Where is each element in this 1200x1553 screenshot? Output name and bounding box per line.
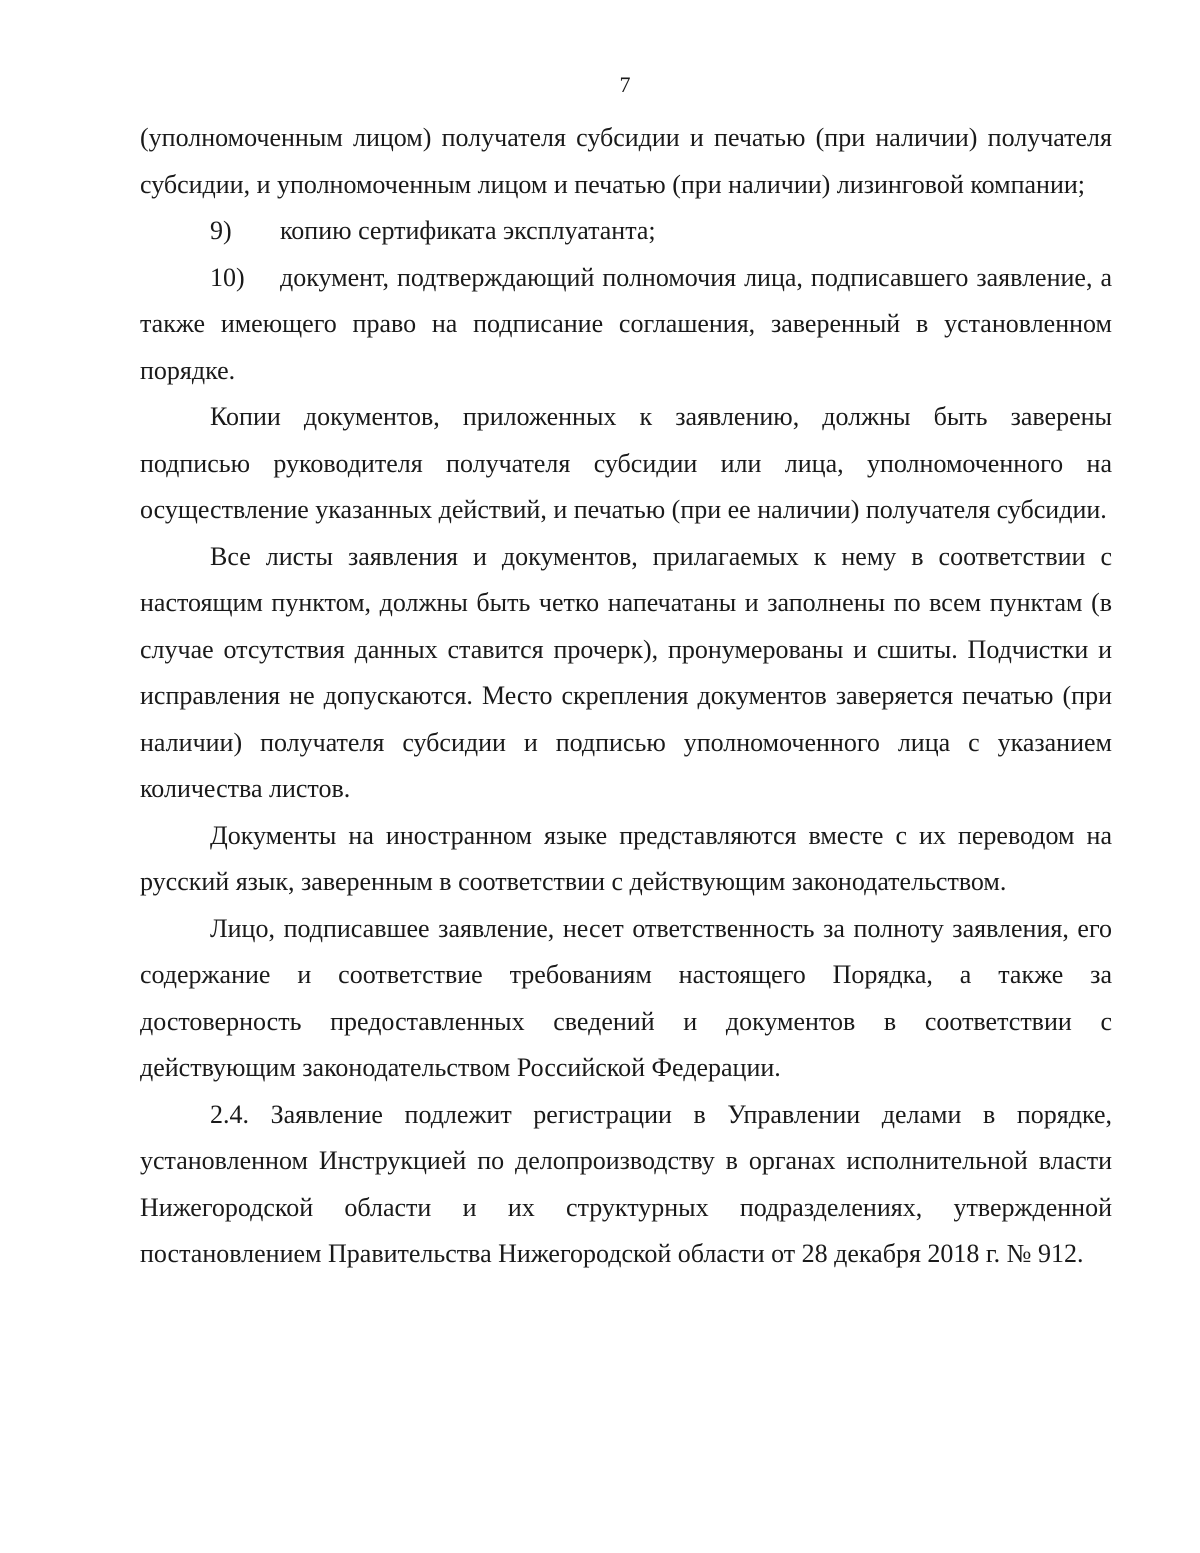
- paragraph-section-2-4: 2.4. Заявление подлежит регистрации в Управлении делами в порядке, установленном Инструкцией по делопроизводству в органах исполнительной власти Нижегородской области и их структурных подразделениях, утвержденной постановлением Правительства Нижегородской области от 28 декабря 2018 г. № 912.: [140, 1099, 1112, 1268]
- list-item-10: [140, 255, 1112, 395]
- paragraph-signer-responsibility: Лицо, подписавшее заявление, несет ответственность за полноту заявления, его содержание и соответствие требованиям настоящего Порядка, а также за достоверность предоставленных сведений и документов в соответствии с действующим законодательством Российской Федерации.: [140, 913, 1112, 1082]
- list-item-9: [140, 208, 1112, 255]
- list-item-10-number: 10): [210, 262, 245, 292]
- paragraph-foreign-documents: Документы на иностранном языке представляются вместе с их переводом на русский язык, заверенным в соответствии с действующим законодательством.: [140, 820, 1112, 896]
- paragraph-copies-certification: Копии документов, приложенных к заявлению, должны быть заверены подписью руководителя получателя субсидии или лица, уполномоченного на осуществление указанных действий, и печатью (при ее наличии) получателя субсидии.: [140, 402, 1112, 524]
- page-number: 7: [619, 72, 631, 97]
- list-item-10-text: документ, подтверждающий полномочия лица, подписавшего заявление, а также имеющего право на подписание соглашения, заверенный в установленном порядке.: [140, 262, 1112, 385]
- paragraph-sheets-requirements: Все листы заявления и документов, прилагаемых к нему в соответствии с настоящим пунктом, должны быть четко напечатаны и заполнены по всем пунктам (в случае отсутствия данных ставится прочерк), пронумерованы и сшиты. Подчистки и исправления не допускаются. Место скрепления документов заверяется печатью (при наличии) получателя субсидии и подписью уполномоченного лица с указанием количества листов.: [140, 541, 1112, 803]
- list-item-9-text: копию сертификата эксплуатанта;: [280, 216, 656, 245]
- list-item-9-number: 9): [210, 216, 232, 245]
- document-body: [140, 115, 1112, 1278]
- paragraph-continuation: (уполномоченным лицом) получателя субсидии и печатью (при наличии) получателя субсидии, и уполномоченным лицом и печатью (при наличии) лизинговой компании;: [140, 123, 1112, 199]
